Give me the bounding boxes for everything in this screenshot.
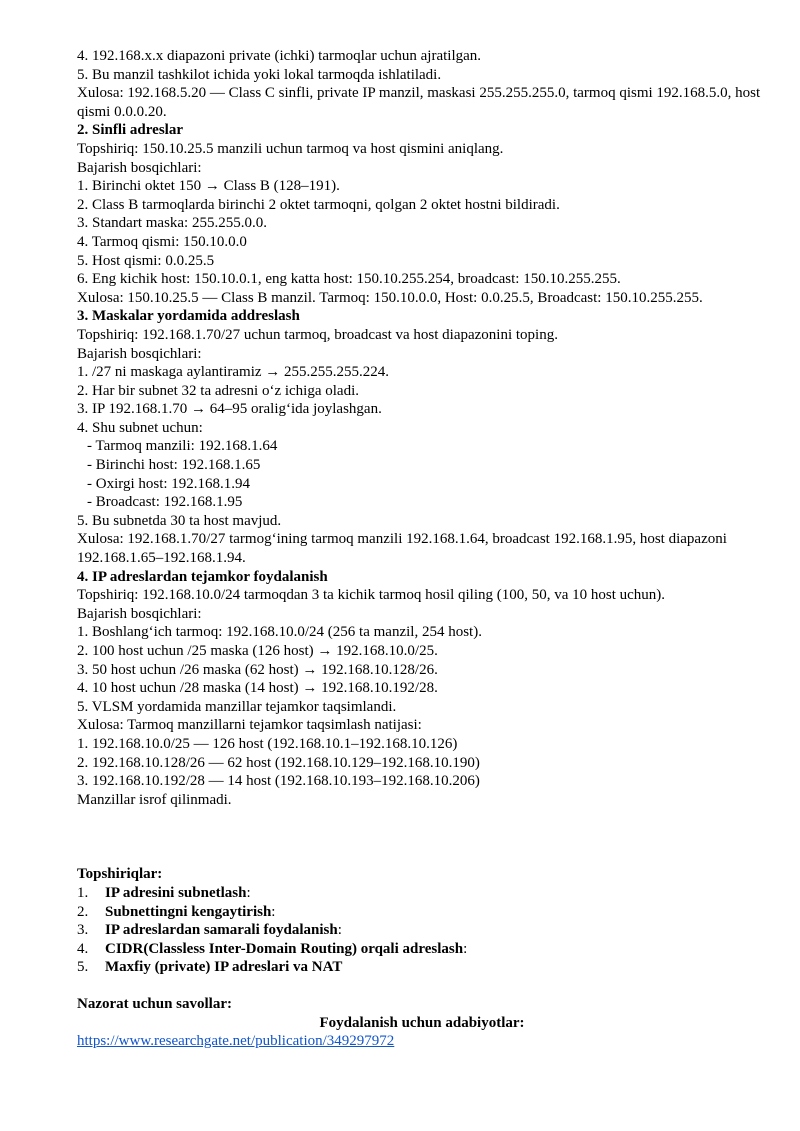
text-line: 2. 100 host uchun /25 maska (126 host) → 192.168.10.0/25. bbox=[77, 643, 438, 659]
task-item bbox=[77, 940, 767, 959]
text-line: Bajarish bosqichlari: bbox=[77, 345, 202, 362]
text-line: 4. 10 host uchun /28 maska (14 host) → 192.168.10.192/28. bbox=[77, 680, 438, 697]
spacer bbox=[77, 977, 767, 995]
text-line: 1. /27 ni maskaga aylantiramiz → 255.255.255.224. bbox=[77, 364, 390, 381]
task-item bbox=[77, 903, 767, 922]
task-text: CIDR(Classless Inter-Domain Routing) orqali adreslash bbox=[105, 940, 464, 957]
references-heading: Foydalanish uchun adabiyotlar: bbox=[319, 1014, 525, 1031]
task-text: Maxfiy (private) IP adreslari va NAT bbox=[105, 959, 343, 976]
text-line: 1. Birinchi oktet 150 → Class B (128–191). bbox=[77, 178, 340, 195]
task-number: 2. bbox=[77, 903, 89, 920]
sub-item: - Tarmoq manzili: 192.168.1.64 bbox=[87, 438, 278, 455]
task-colon: : bbox=[463, 940, 468, 957]
task-item bbox=[77, 958, 767, 977]
text-line: 3. 192.168.10.192/28 — 14 host (192.168.10.193–192.168.10.206) bbox=[77, 773, 480, 790]
text-line: 4. 192.168.x.x diapazoni private (ichki) tarmoqlar uchun ajratilgan. bbox=[77, 48, 482, 64]
text-line: 3. Standart maska: 255.255.0.0. bbox=[77, 215, 267, 232]
reference-link[interactable]: https://www.researchgate.net/publication/349297972 bbox=[77, 1033, 395, 1050]
text-line: Bajarish bosqichlari: bbox=[77, 605, 202, 622]
text-line: Bajarish bosqichlari: bbox=[77, 159, 202, 176]
sub-item: - Broadcast: 192.168.1.95 bbox=[87, 494, 243, 511]
task-number: 4. bbox=[77, 940, 89, 957]
text-line: 5. Bu manzil tashkilot ichida yoki lokal tarmoqda ishlatiladi. bbox=[77, 66, 442, 83]
task-colon: : bbox=[271, 903, 276, 920]
text-line: 3. 50 host uchun /26 maska (62 host) → 192.168.10.128/26. bbox=[77, 661, 438, 678]
tasks-heading: Topshiriqlar: bbox=[77, 866, 163, 883]
task-colon: : bbox=[337, 922, 342, 939]
task-colon: : bbox=[246, 884, 251, 901]
text-line: Topshiriq: 192.168.1.70/27 uchun tarmoq, broadcast va host diapazonini toping. bbox=[77, 326, 558, 343]
conclusion-text: Xulosa: Tarmoq manzillarni tejamkor taqsimlash natijasi: bbox=[77, 717, 422, 734]
section-heading: 2. Sinfli adreslar bbox=[77, 122, 183, 139]
text-line: 6. Eng kichik host: 150.10.0.1, eng katta host: 150.10.255.254, broadcast: 150.10.255.255. bbox=[77, 271, 621, 288]
task-number: 1. bbox=[77, 884, 89, 901]
task-text: IP adreslardan samarali foydalanish bbox=[105, 922, 338, 939]
text-line: 4. Tarmoq qismi: 150.10.0.0 bbox=[77, 233, 247, 250]
spacer bbox=[77, 809, 767, 865]
text-line: 5. Bu subnetda 30 ta host mavjud. bbox=[77, 512, 282, 529]
section-heading: 3. Maskalar yordamida addreslash bbox=[77, 308, 300, 325]
text-line: 3. IP 192.168.1.70 → 64–95 oralig‘ida joylashgan. bbox=[77, 401, 382, 418]
task-number: 3. bbox=[77, 922, 89, 939]
task-text: IP adresini subnetlash bbox=[105, 884, 247, 901]
conclusion-text: Xulosa: 192.168.1.70/27 tarmog‘ining tarmoq manzili 192.168.1.64, broadcast 192.168.1.95, host diapazoni 192.168.1.65–192.168.1.94. bbox=[77, 531, 727, 567]
task-item bbox=[77, 884, 767, 903]
sub-item: - Oxirgi host: 192.168.1.94 bbox=[87, 475, 251, 492]
conclusion-text: Xulosa: 192.168.5.20 — Class C sinfli, private IP manzil, maskasi 255.255.255.0, tarmoq qismi 192.168.5.0, host qismi 0.0.0.20. bbox=[77, 85, 761, 120]
text-line: 1. Boshlang‘ich tarmoq: 192.168.10.0/24 (256 ta manzil, 254 host). bbox=[77, 624, 482, 641]
text-line: 2. Har bir subnet 32 ta adresni o‘z ichiga oladi. bbox=[77, 382, 359, 399]
section-heading: 4. IP adreslardan tejamkor foydalanish bbox=[77, 568, 328, 585]
text-line: 2. 192.168.10.128/26 — 62 host (192.168.10.129–192.168.10.190) bbox=[77, 754, 480, 771]
text-line: Topshiriq: 150.10.25.5 manzili uchun tarmoq va host qismini aniqlang. bbox=[77, 140, 504, 157]
text-line: Manzillar isrof qilinmadi. bbox=[77, 791, 232, 808]
text-line: 4. Shu subnet uchun: bbox=[77, 419, 203, 436]
text-line: 5. VLSM yordamida manzillar tejamkor taqsimlandi. bbox=[77, 698, 397, 715]
document-page bbox=[77, 47, 767, 1051]
task-item bbox=[77, 921, 767, 940]
text-line: Topshiriq: 192.168.10.0/24 tarmoqdan 3 ta kichik tarmoq hosil qiling (100, 50, va 10 host uchun). bbox=[77, 587, 666, 604]
control-questions-heading: Nazorat uchun savollar: bbox=[77, 995, 232, 1012]
task-number: 5. bbox=[77, 959, 89, 976]
task-text: Subnettingni kengaytirish bbox=[105, 903, 272, 920]
text-line: 2. Class B tarmoqlarda birinchi 2 oktet tarmoqni, qolgan 2 oktet hostni bildiradi. bbox=[77, 196, 560, 213]
text-line: 1. 192.168.10.0/25 — 126 host (192.168.10.1–192.168.10.126) bbox=[77, 735, 458, 752]
sub-item: - Birinchi host: 192.168.1.65 bbox=[87, 457, 261, 474]
conclusion-text: Xulosa: 150.10.25.5 — Class B manzil. Tarmoq: 150.10.0.0, Host: 0.0.25.5, Broadcast: 150.10.255.255. bbox=[77, 289, 703, 306]
text-line: 5. Host qismi: 0.0.25.5 bbox=[77, 252, 215, 269]
